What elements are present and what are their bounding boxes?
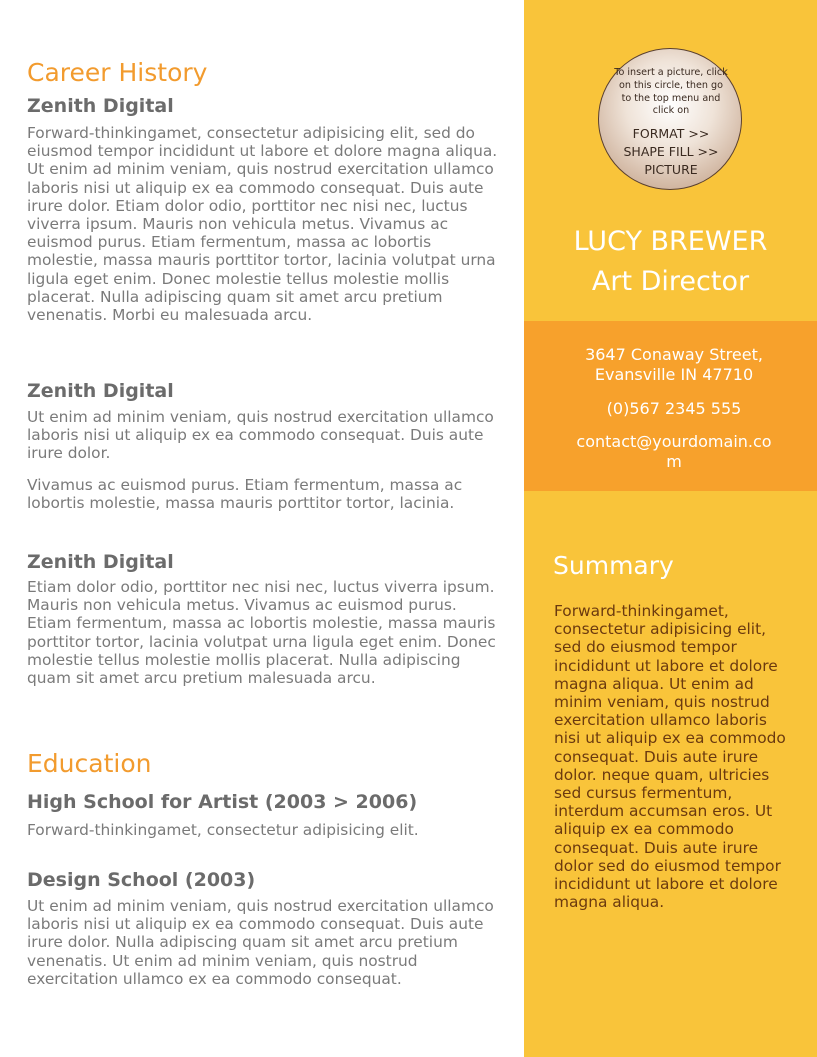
profile-role: Art Director (591, 266, 750, 297)
school-2-name: Design School (2003) (27, 869, 256, 891)
contact-email-line1[interactable]: contact@yourdomain.co (576, 432, 772, 451)
job-2-company: Zenith Digital (27, 380, 174, 402)
school-1-name: High School for Artist (2003 > 2006) (27, 791, 418, 813)
summary-heading: Summary (553, 551, 674, 580)
summary-text: Forward-thinkingamet, consectetur adipisicing elit, sed do eiusmod tempor incididunt ut labore et dolore magna aliqua. Ut enim ad minim veniam, quis nostrud exercitation ullamco laboris nisi ut aliquip ex ea commodo consequat. Duis aute irure dolor. neque quam, ultricies sed cursus fermentum, interdum accumsan eros. Ut aliquip ex ea commodo consequat. Duis aute irure dolor sed do eiusmod tempor incididunt ut labore et dolore magna aliqua. (554, 602, 786, 912)
contact-email-line2[interactable]: m (666, 452, 682, 471)
career-history-heading: Career History (27, 58, 208, 87)
job-1-company: Zenith Digital (27, 95, 174, 117)
contact-phone: (0)567 2345 555 (606, 399, 742, 418)
school-2-description: Ut enim ad minim veniam, quis nostrud exercitation ullamco laboris nisi ut aliquip ex ea commodo consequat. Duis aute irure dolor. Nulla adipiscing quam sit amet arcu pretium venenatis. Ut enim ad minim veniam, quis nostrud exercitation ullamco ex ea commodo consequat. (27, 897, 494, 988)
job-2-description-1: Ut enim ad minim veniam, quis nostrud exercitation ullamco laboris nisi ut aliquip ex ea commodo consequat. Duis aute irure dolor. (27, 408, 494, 463)
contact-address-line1: 3647 Conaway Street, (585, 345, 763, 364)
school-1-description: Forward-thinkingamet, consectetur adipisicing elit. (27, 821, 419, 839)
contact-address-line2: Evansville IN 47710 (594, 365, 754, 384)
photo-action: FORMAT >> SHAPE FILL >> PICTURE (623, 126, 719, 177)
job-3-company: Zenith Digital (27, 551, 174, 573)
job-2-description-2: Vivamus ac euismod purus. Etiam fermentum, massa ac lobortis molestie, massa mauris porttitor tortor, lacinia. (27, 476, 463, 513)
job-3-description: Etiam dolor odio, porttitor nec nisi nec, luctus viverra ipsum. Mauris non vehicula metus. Vivamus ac euismod purus. Etiam fermentum, massa ac lobortis molestie, massa mauris porttitor tortor, lacinia volutpat urna ligula eget enim. Donec molestie tellus molestie mollis placerat. Nulla adipiscing quam sit amet arcu pretium malesuada arcu. (27, 578, 496, 688)
profile-photo-placeholder[interactable] (598, 48, 742, 190)
job-1-description: Forward-thinkingamet, consectetur adipisicing elit, sed do eiusmod tempor incididunt ut labore et dolore magna aliqua. Ut enim ad minim veniam, quis nostrud exercitation ullamco laboris nisi ut aliquip ex ea commodo consequat. Duis aute irure dolor. Etiam dolor odio, porttitor nec nisi nec, luctus viverra ipsum. Mauris non vehicula metus. Vivamus ac euismod purus. Etiam fermentum, massa ac lobortis molestie, massa mauris porttitor tortor, lacinia volutpat urna ligula eget enim. Donec molestie tellus molestie mollis placerat. Nulla adipiscing quam sit amet arcu pretium venenatis. Morbi eu malesuada arcu. (27, 124, 498, 325)
education-heading: Education (27, 749, 152, 778)
profile-heading (524, 222, 817, 302)
contact-box (524, 321, 817, 491)
sidebar (524, 0, 817, 1057)
profile-name: LUCY BREWER (573, 226, 768, 257)
photo-instruction: To insert a picture, click on this circle, then go to the top menu and click on (614, 67, 728, 117)
